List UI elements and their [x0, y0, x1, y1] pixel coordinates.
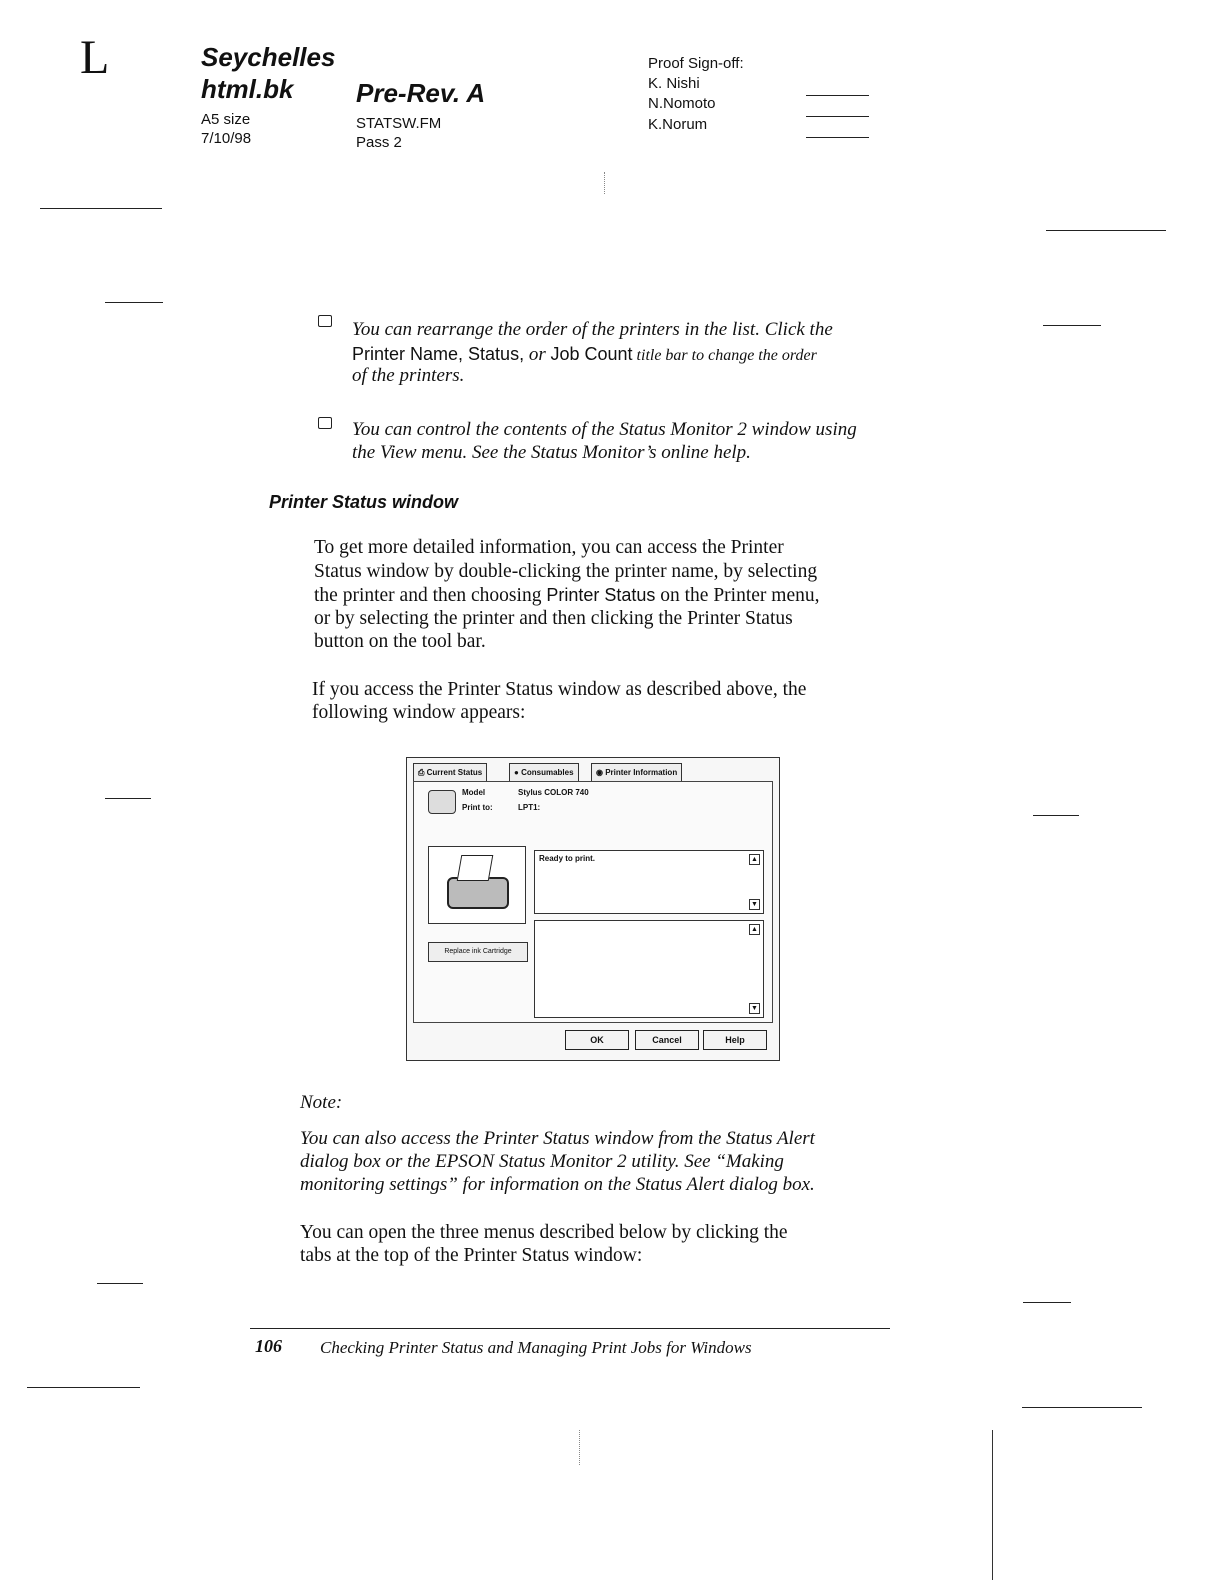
signoff-title: Proof Sign-off: [648, 55, 744, 72]
para-2-line-2: following window appears: [312, 702, 526, 723]
page-size: A5 size [201, 111, 251, 128]
para-2-line-1: If you access the Printer Status window as described above, the [312, 679, 807, 700]
crop-mark [40, 208, 162, 209]
printer-image [428, 846, 526, 924]
replace-cartridge-button[interactable]: Replace ink Cartridge [428, 942, 528, 962]
signoff-line [806, 137, 869, 138]
ok-button[interactable]: OK [565, 1030, 629, 1050]
scroll-up-icon[interactable]: ▲ [749, 924, 760, 935]
book-file: html.bk [201, 74, 294, 104]
help-button[interactable]: Help [703, 1030, 767, 1050]
header-date: 7/10/98 [201, 130, 252, 147]
signoff-name-1: K. Nishi [648, 75, 700, 92]
details-box [534, 920, 764, 1018]
para-1-line-2: Status window by double-clicking the printer name, by selecting [314, 561, 818, 582]
tab-consumables-label: Consumables [521, 768, 574, 777]
status-message-box [534, 850, 764, 914]
bullet-icon [318, 315, 332, 327]
info-icon: ◉ [596, 768, 606, 777]
crop-mark [1022, 1407, 1142, 1408]
tab-printer-information-label: Printer Information [605, 768, 678, 777]
crop-mark [1046, 230, 1166, 231]
cancel-button[interactable]: Cancel [635, 1030, 699, 1050]
bullet-1-ui-term-2: Job Count [550, 344, 633, 364]
fm-file: STATSW.FM [356, 115, 442, 132]
crop-mark [1023, 1302, 1071, 1303]
status-message: Ready to print. [539, 854, 596, 863]
note-line-2: dialog box or the EPSON Status Monitor 2 utility. See “Making [300, 1151, 784, 1172]
tab-consumables[interactable] [509, 763, 579, 782]
para-1-line-3 [314, 584, 819, 607]
crop-mark [1033, 815, 1079, 816]
crop-mark [97, 1283, 143, 1284]
note-title: Note: [300, 1092, 343, 1113]
corner-mark: L [80, 31, 110, 84]
bullet-1-line-3: of the printers. [352, 365, 465, 386]
scroll-down-icon[interactable]: ▼ [749, 1003, 760, 1014]
para-3-line-2: tabs at the top of the Printer Status window: [300, 1245, 643, 1266]
para-1-ui-term: Printer Status [546, 585, 656, 605]
paper-sheet [457, 855, 494, 881]
crop-mark [1043, 325, 1101, 326]
printer-icon [428, 790, 456, 814]
section-heading: Printer Status window [269, 492, 459, 512]
scroll-up-icon[interactable]: ▲ [749, 854, 760, 865]
status-panel [413, 781, 773, 1023]
signoff-name-2: N.Nomoto [648, 95, 716, 112]
para-1-line-3-end: on the Printer menu, [655, 585, 820, 606]
tab-current-status-label: Current Status [426, 768, 483, 777]
para-1-line-3-start: the printer and then choosing [314, 585, 547, 606]
bullet-1-ui-term-1: Printer Name, Status, [352, 344, 525, 364]
chapter-title: Checking Printer Status and Managing Print Jobs for Windows [320, 1338, 752, 1357]
center-mark [579, 1430, 580, 1465]
note-line-1: You can also access the Printer Status window from the Status Alert [300, 1128, 815, 1149]
printer-status-dialog [406, 757, 780, 1061]
scroll-down-icon[interactable]: ▼ [749, 899, 760, 910]
bullet-1-line-1: You can rearrange the order of the printers in the list. Click the [352, 319, 833, 340]
port-value: LPT1: [518, 803, 541, 812]
revision: Pre-Rev. A [356, 78, 486, 108]
para-1-line-4: or by selecting the printer and then clicking the Printer Status [314, 608, 793, 629]
book-title: Seychelles [201, 42, 336, 72]
signoff-name-3: K.Norum [648, 116, 708, 133]
tab-printer-information[interactable] [591, 763, 682, 782]
tab-current-status[interactable] [413, 763, 487, 782]
signoff-line [806, 116, 869, 117]
printer-icon: ⎙ [418, 768, 427, 777]
note-line-3: monitoring settings” for information on the Status Alert dialog box. [300, 1174, 815, 1195]
page-number: 106 [255, 1336, 282, 1356]
signoff-line [806, 95, 869, 96]
bullet-2-line-1: You can control the contents of the Status Monitor 2 window using [352, 419, 857, 440]
para-3-line-1: You can open the three menus described below by clicking the [300, 1222, 788, 1243]
model-label: Model [462, 788, 486, 797]
port-label: Print to: [462, 803, 493, 812]
para-1-line-1: To get more detailed information, you can access the Printer [314, 537, 784, 558]
crop-mark [105, 302, 163, 303]
center-mark [604, 172, 605, 194]
bullet-2-line-2: the View menu. See the Status Monitor’s online help. [352, 442, 751, 463]
edge-mark [992, 1430, 993, 1580]
model-value: Stylus COLOR 740 [518, 788, 589, 797]
crop-mark [27, 1387, 140, 1388]
bullet-icon [318, 417, 332, 429]
crop-mark [105, 798, 151, 799]
ink-icon: ● [514, 768, 522, 777]
footer-rule [250, 1328, 890, 1329]
printer-body [447, 877, 509, 909]
pass-label: Pass 2 [356, 134, 402, 151]
para-1-line-5: button on the tool bar. [314, 631, 486, 652]
bullet-1-tail: title bar to change the order [632, 347, 817, 364]
bullet-1-connector: or [524, 344, 551, 365]
